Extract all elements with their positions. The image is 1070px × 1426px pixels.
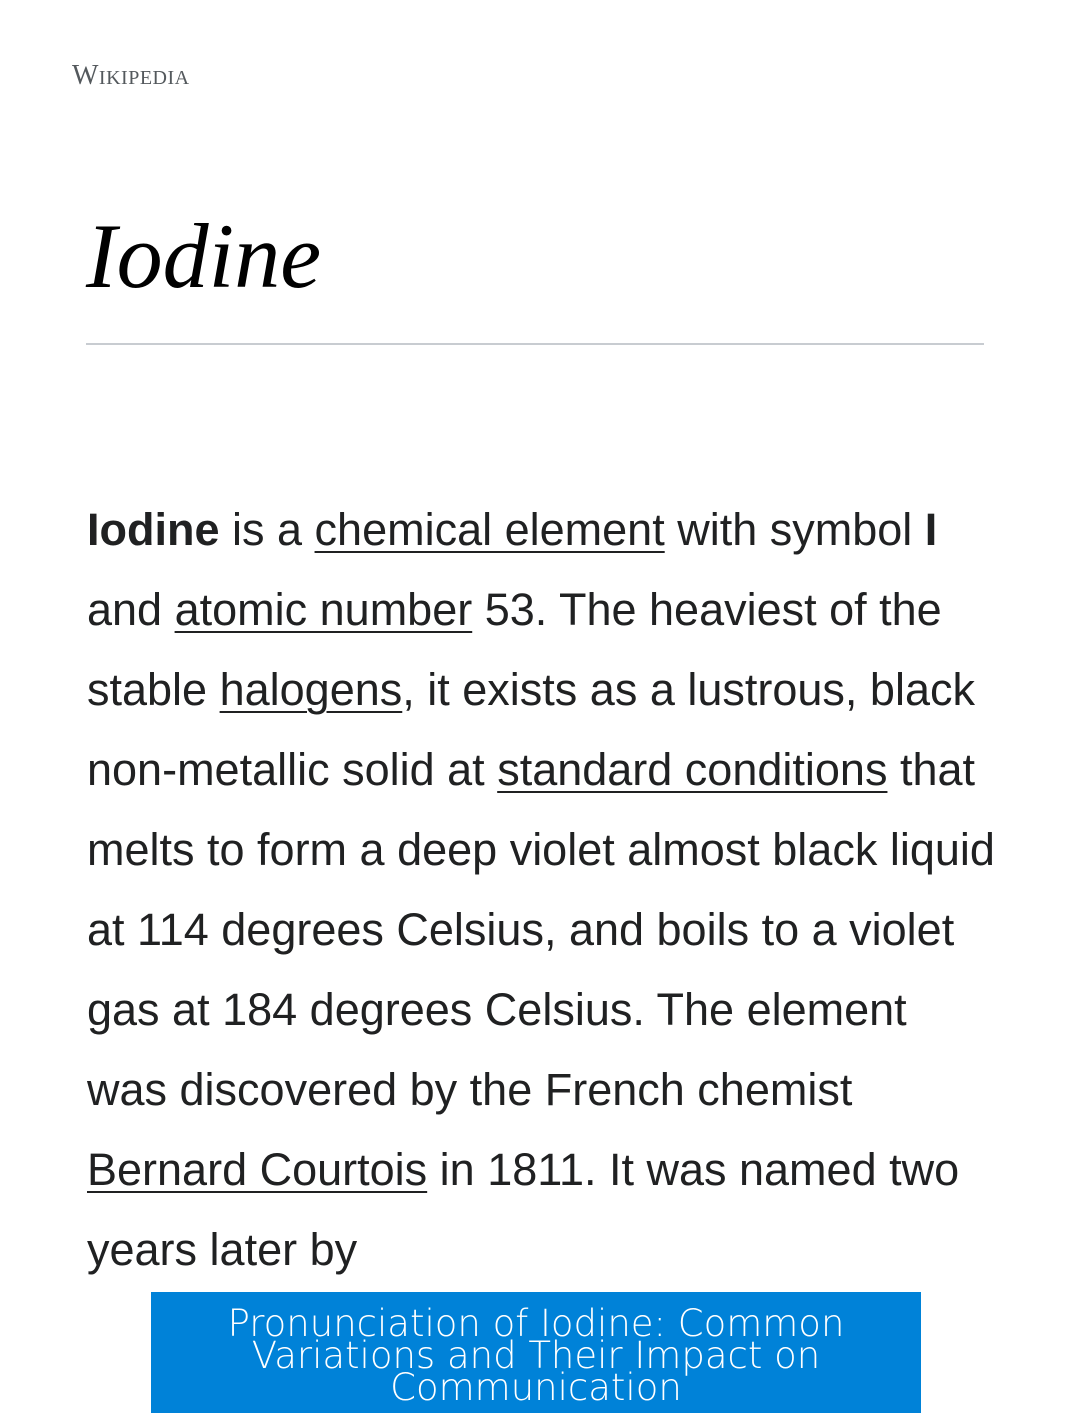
- lead-bold-term: Iodine: [87, 504, 220, 555]
- caption-text: Pronunciation of Iodine: Common Variations and Their Impact on Communication: [227, 1302, 845, 1409]
- lead-text: , it exists as a lustrous, black non-metallic solid at: [87, 664, 975, 795]
- lead-text: with symbol: [664, 504, 925, 555]
- link-bernard-courtois[interactable]: Bernard Courtois: [87, 1144, 428, 1195]
- lead-text: is a: [219, 504, 315, 555]
- lead-text: and: [87, 584, 175, 635]
- link-halogens[interactable]: halogens: [219, 664, 403, 715]
- title-divider: [86, 343, 984, 345]
- symbol-bold: I: [924, 504, 938, 555]
- link-chemical-element[interactable]: chemical element: [314, 504, 665, 555]
- link-standard-conditions[interactable]: standard conditions: [497, 744, 888, 795]
- article-lead-paragraph: [87, 490, 997, 1290]
- lead-text: that melts to form a deep violet almost black liquid at 114 degrees Celsius, and boils to a violet gas at 184 degrees Celsius. The element was discovered by the French chemist: [87, 744, 995, 1115]
- lead-text: in 1811. It was named two years later by: [87, 1144, 960, 1275]
- lead-text: 53. The heaviest of the stable: [87, 584, 942, 715]
- wikipedia-wordmark[interactable]: Wikipedia: [72, 60, 190, 91]
- link-atomic-number[interactable]: atomic number: [174, 584, 473, 635]
- page-title: Iodine: [86, 205, 322, 307]
- caption-banner: [151, 1292, 921, 1413]
